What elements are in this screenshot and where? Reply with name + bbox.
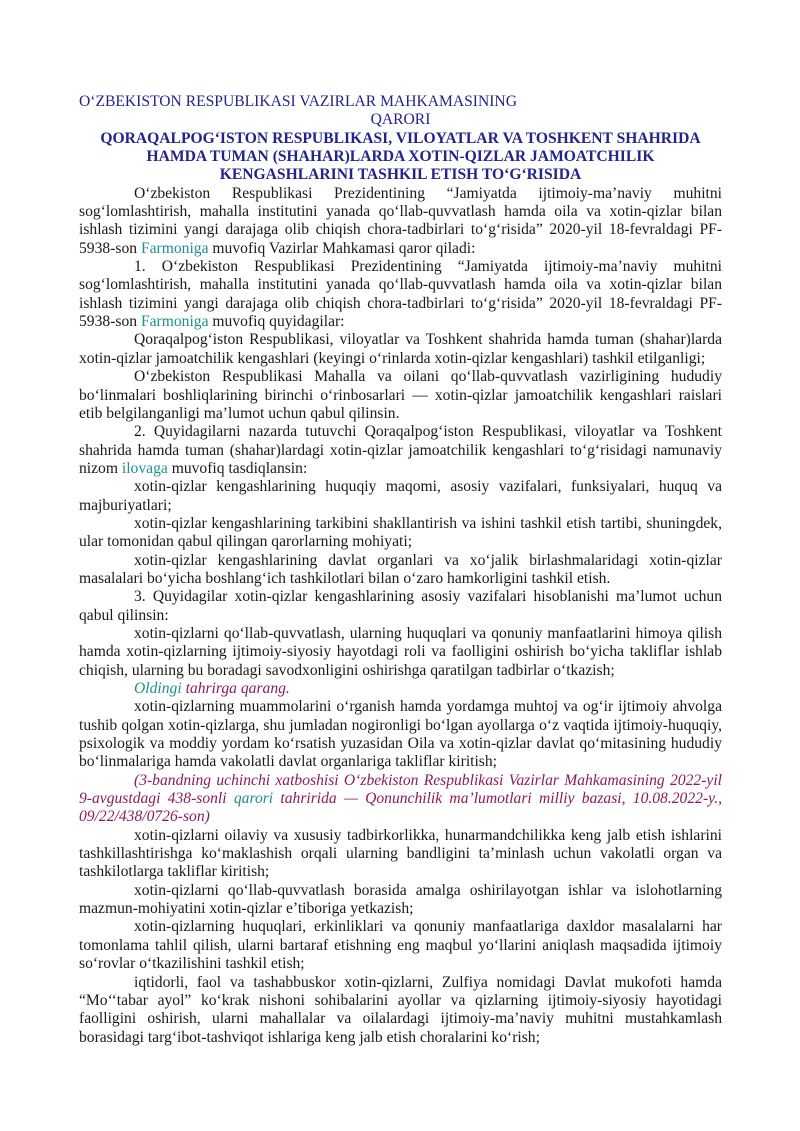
clause-2-item-2: xotin-qizlar kengashlarining tarkibini shakllantirish va ishini tashkil etish tartibi, shuningdek, ular tomonidan qabul qilingan qarorlarning mohiyati; bbox=[79, 514, 722, 551]
qaror-link[interactable]: qarori bbox=[233, 790, 274, 808]
clause-3: 3. Quyidagilar xotin-qizlar kengashlarining asosiy vazifalari hisoblanishi ma’lumot uchun qabul qilinsin: bbox=[79, 588, 722, 624]
clause-3-item-1: xotin-qizlarni qo‘llab-quvvatlash, ularning huquqlari va qonuniy manfaatlarini himoya qilish hamda xotin-qizlarning ijtimoiy-siyosiy hayotdagi roli va faolligini oshirish bo‘yicha takliflar ishlab chiqish, ularning bu boradagi savodxonligini oshirishga qaratilgan tadbirlar o‘tkazish; bbox=[79, 624, 722, 679]
edition-note-2: (3-bandning uchinchi xatboshisi O‘zbekiston Respublikasi Vazirlar Mahkamasining 2022-yil 9-avgustdagi 438-sonli qarori tahririda — Qonunchilik ma’lumotlari milliy bazasi, 10.08.2022-y., 09/22/438/0726-son) bbox=[79, 771, 722, 826]
clause-2-item-3: xotin-qizlar kengashlarining davlat organlari va xo‘jalik birlashmalaridagi xotin-qizlar masalalari bo‘yicha boshlang‘ich tashkilotlari bilan o‘zaro hamkorligini tashkil etish. bbox=[79, 551, 722, 587]
preamble-paragraph: O‘zbekiston Respublikasi Prezidentining “Jamiyatda ijtimoiy-ma’naviy muhitni sog‘lomlashtirish, mahalla institutini yanada qo‘llab-quvvatlash hamda oila va xotin-qizlar bilan ishlash tizimini yangi darajaga olib chiqish chora-tadbirlari to‘g‘risida” 2020-yil 18-fevraldagi PF-5938-son Farmoniga muvofiq Vazirlar Mahkamasi qaror qiladi: bbox=[79, 184, 722, 257]
document-type: QARORI bbox=[370, 111, 431, 129]
document-page bbox=[79, 93, 722, 1047]
clause-3-item-6: iqtidorli, faol va tashabbuskor xotin-qizlarni, Zulfiya nomidagi Davlat mukofoti hamda “Mo‘‘tabar ayol” ko‘krak nishoni sohibalarini ayollar va qizlarning ijtimoiy-siyosiy hayotidagi faolligini oshirish, ularni mahallalar va oilalardagi ijtimoiy-ma’naviy muhitni mustahkamlash borasidagi targ‘ibot-tashviqot ishlariga keng jalb etish choralarini ko‘rish; bbox=[79, 973, 722, 1046]
document-title: QORAQALPOG‘ISTON RESPUBLIKASI, VILOYATLAR VA TOSHKENT SHAHRIDA HAMDA TUMAN (SHAHAR)LARDA XOTIN-QIZLAR JAMOATCHILIK KENGASHLARINI TASHKIL ETISH TO‘G‘RISIDA bbox=[100, 129, 701, 184]
clause-3-item-3: xotin-qizlarni oilaviy va xususiy tadbirkorlikka, hunarmandchilikka keng jalb etish ishlarini tashkillashtirishga ko‘maklashish orqali ularning bandligini ta’minlash uchun vakolatli organ va tashkilotlarga takliflar kiritish; bbox=[79, 826, 722, 881]
issuing-authority: O‘ZBEKISTON RESPUBLIKASI VAZIRLAR MAHKAMASINING bbox=[79, 93, 517, 110]
edition-note-1: Oldingi tahrirga qarang. bbox=[134, 680, 290, 697]
farmon-link[interactable]: Farmoniga bbox=[140, 239, 209, 257]
clause-3-item-4: xotin-qizlarni qo‘llab-quvvatlash borasida amalga oshirilayotgan ishlar va islohotlarning mazmun-mohiyatini xotin-qizlar e’tiboriga yetkazish; bbox=[79, 881, 722, 918]
clause-3-item-2: xotin-qizlarning muammolarini o‘rganish hamda yordamga muhtoj va og‘ir ijtimoiy ahvolga tushib qolgan xotin-qizlarga, shu jumladan nogironligi bo‘lgan ayollarga o‘z vaqtida ijtimoiy-huquqiy, psixologik va moddiy yordam ko‘rsatish yuzasidan Oila va xotin-qizlar davlat qo‘mitasining hududiy bo‘linmalariga hamda vakolatli davlat organlariga takliflar kiritish; bbox=[79, 698, 722, 771]
clause-2: 2. Quyidagilarni nazarda tutuvchi Qoraqalpog‘iston Respublikasi, viloyatlar va Toshkent shahrida hamda tuman (shahar)lardagi xotin-qizlar jamoatchilik kengashlari to‘g‘risidagi namunaviy nizom ilovaga muvofiq tasdiqlansin: bbox=[79, 423, 722, 477]
previous-edition-link[interactable]: Oldingi bbox=[134, 680, 182, 697]
clause-1-item-2: O‘zbekiston Respublikasi Mahalla va oilani qo‘llab-quvvatlash vazirligining hududiy bo‘linmalari boshliqlarining birinchi o‘rinbosarlari — xotin-qizlar jamoatchilik kengashlari raislari etib belgilanganligi ma’lumot uchun qabul qilinsin. bbox=[79, 368, 722, 422]
clause-1-item-1: Qoraqalpog‘iston Respublikasi, viloyatlar va Toshkent shahrida hamda tuman (shahar)larda xotin-qizlar jamoatchilik kengashlari (keyingi o‘rinlarda xotin-qizlar kengashlari) tashkil etilganligi; bbox=[79, 331, 722, 367]
clause-1: 1. O‘zbekiston Respublikasi Prezidentining “Jamiyatda ijtimoiy-ma’naviy muhitni sog‘lomlashtirish, mahalla institutini yanada qo‘llab-quvvatlash hamda oila va xotin-qizlar bilan ishlash tizimini yangi darajaga olib chiqish chora-tadbirlari to‘g‘risida” 2020-yil 18-fevraldagi PF-5938-son Farmoniga muvofiq quyidagilar: bbox=[79, 258, 722, 331]
clause-2-item-1: xotin-qizlar kengashlarining huquqiy maqomi, asosiy vazifalari, funksiyalari, huquq va majburiyatlari; bbox=[79, 478, 722, 514]
clause-3-item-5: xotin-qizlarning huquqlari, erkinliklari va qonuniy manfaatlariga daxldor masalalarni har tomonlama tahlil qilish, ularni bartaraf etishning eng maqbul yo‘llarini aniqlash maqsadida ijtimoiy so‘rovlar o‘tkazilishini tashkil etish; bbox=[79, 918, 722, 973]
ilova-link[interactable]: ilovaga bbox=[121, 459, 168, 477]
farmon-link-2[interactable]: Farmoniga bbox=[140, 313, 209, 331]
